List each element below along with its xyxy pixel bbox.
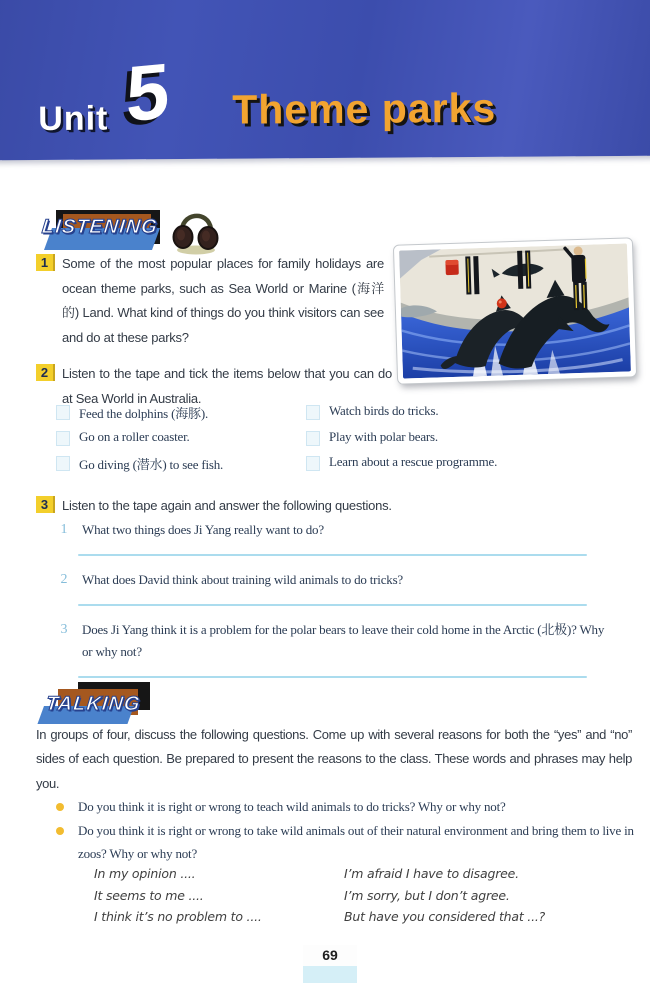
bullet-icon: [56, 803, 64, 811]
question-text: Does Ji Yang think it is a problem for the polar bears to leave their cold home in the Arctic (北极)? Why or why not?: [82, 622, 605, 659]
talking-intro-paragraph: In groups of four, discuss the following questions. Come up with several reasons for both the “yes” and “no” sides of each question. Be prepared to present the reasons to the class. These words and phrases may help you.: [36, 727, 632, 791]
item-3-text: Listen to the tape again and answer the following questions.: [62, 498, 392, 513]
answer-line: [78, 554, 587, 556]
item-number-badge: 2: [36, 364, 55, 381]
talking-discussion-questions: [56, 795, 634, 866]
question-text: What does David think about training wild animals to do tricks?: [82, 572, 404, 587]
phrase: I’m sorry, but I don’t agree.: [344, 887, 510, 903]
talking-badge-label: TALKING: [44, 693, 142, 715]
phrase: In my opinion ....: [94, 866, 196, 881]
listening-item-3: [36, 494, 616, 519]
question-1: [56, 519, 618, 541]
checklist-item: [56, 454, 306, 480]
unit-title: Theme parks: [232, 84, 497, 133]
checklist-item: [306, 403, 497, 429]
bullet-icon: [56, 827, 64, 835]
tick-checkbox: [56, 405, 70, 420]
helpful-phrases: [94, 863, 545, 928]
listening-questions: [56, 519, 618, 691]
phrase: But have you considered that ...?: [344, 909, 546, 924]
checklist-item-label: Watch birds do tricks.: [329, 403, 439, 418]
tick-checkbox: [56, 431, 70, 446]
item-number-badge: 3: [36, 496, 55, 513]
question-number: 1: [60, 522, 68, 537]
phrase: I think it’s no problem to ....: [94, 909, 262, 924]
checklist-item-label: Go on a roller coaster.: [79, 428, 190, 444]
checklist-item-label: Feed the dolphins (海豚).: [79, 406, 208, 421]
discussion-question-text: Do you think it is right or wrong to take wild animals out of their natural environment and bring them to live in zoos? Why or why not?: [78, 822, 634, 861]
phrase: I’m afraid I have to disagree.: [344, 866, 519, 881]
footer-accent-block: [303, 966, 357, 983]
talking-section-badge: [36, 682, 158, 728]
dolphin-show-photo: [394, 238, 636, 383]
checklist-item-label: Go diving (潜水) to see fish.: [79, 457, 224, 472]
item-2-text: Listen to the tape and tick the items below that you can do at Sea World in Australia.: [62, 366, 392, 406]
question-text: What two things does Ji Yang really want to do?: [82, 522, 324, 537]
answer-line: [78, 604, 587, 606]
unit-header-banner: [0, 0, 650, 160]
sea-world-checklist: [56, 403, 628, 480]
listening-badge-label: LISTENING: [40, 216, 159, 238]
tick-checkbox: [306, 405, 320, 420]
checklist-item-label: Learn about a rescue programme.: [329, 454, 498, 469]
discussion-question: [56, 819, 634, 866]
question-3: [56, 619, 618, 663]
page-footer: [303, 945, 357, 983]
question-number: 3: [60, 622, 68, 637]
phrase: It seems to me ....: [94, 887, 204, 903]
tick-checkbox: [306, 431, 320, 446]
listening-section-badge: [36, 206, 164, 254]
question-number: 2: [60, 572, 68, 587]
checklist-item: [306, 454, 497, 480]
unit-number: 5: [125, 45, 170, 139]
checklist-item-label: Play with polar bears.: [329, 428, 438, 444]
unit-label: Unit: [38, 99, 109, 139]
answer-line: [78, 676, 587, 678]
page-number: 69: [303, 945, 357, 966]
discussion-question-text: Do you think it is right or wrong to teach wild animals to do tricks? Why or why not?: [78, 799, 506, 814]
item-1-text: Some of the most popular places for family holidays are ocean theme parks, such as Sea World or Marine (海洋的) Land. What kind of things do you think visitors can see and do at these parks?: [62, 256, 384, 345]
checklist-item: [56, 429, 306, 455]
checklist-item: [306, 429, 497, 455]
tick-checkbox: [306, 456, 320, 471]
listening-item-1: [36, 252, 384, 350]
item-number-badge: 1: [36, 254, 55, 271]
tick-checkbox: [56, 456, 70, 471]
discussion-question: [56, 795, 634, 819]
question-2: [56, 569, 618, 591]
checklist-item: [56, 403, 306, 429]
